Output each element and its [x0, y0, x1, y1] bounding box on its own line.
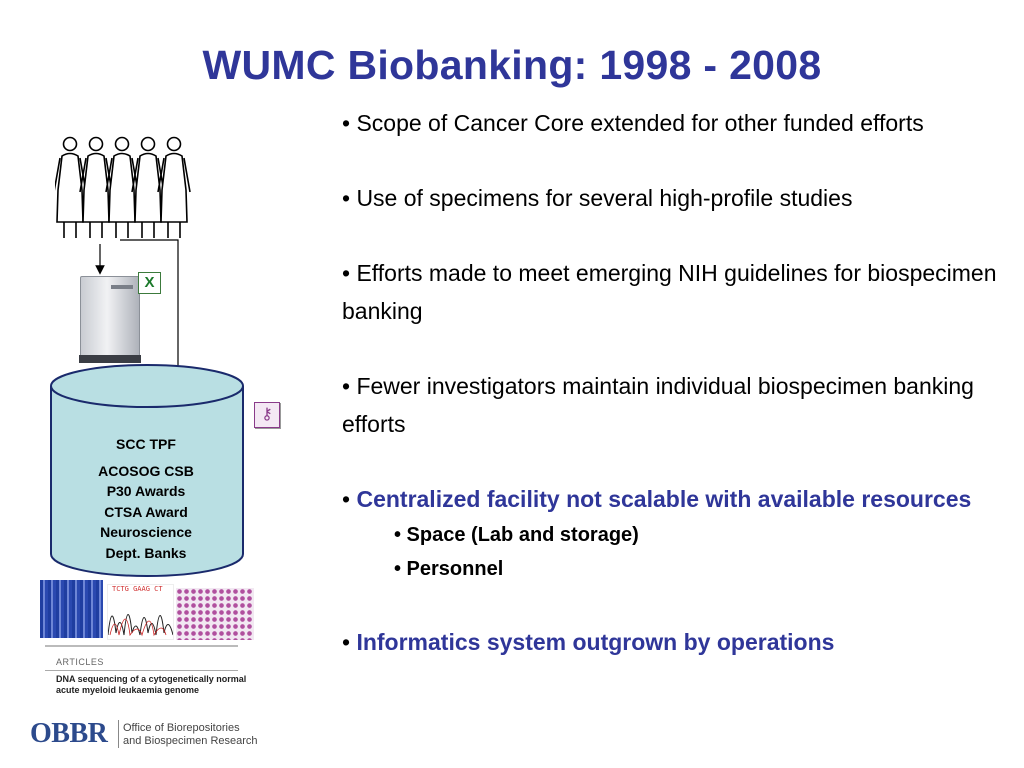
bullet-informatics-text: Informatics system outgrown by operations	[356, 629, 835, 655]
bullet-investigators: • Fewer investigators maintain individual biospecimen banking efforts	[342, 373, 974, 437]
db-line-acosog: ACOSOG CSB	[98, 462, 194, 479]
db-line-scc: SCC TPF	[116, 436, 176, 452]
article-section-label: ARTICLES	[56, 657, 104, 667]
bullet-specimens: • Use of specimens for several high-profile studies	[342, 185, 853, 211]
bullet-informatics-marker: •	[342, 629, 357, 655]
sub-bullet-personnel: • Personnel	[394, 558, 504, 580]
article-rule	[45, 670, 238, 671]
article-header-rule	[45, 645, 238, 657]
sequence-text: TCTG GAAG CT	[112, 585, 163, 593]
gel-image	[40, 580, 103, 638]
freezer-image	[80, 276, 140, 358]
excel-icon: X	[138, 272, 161, 294]
freezer-panel	[111, 285, 133, 289]
db-line-dept: Dept. Banks	[105, 544, 187, 561]
database-label	[50, 434, 242, 563]
bullet-centralized-text: Centralized facility not scalable with available resources	[356, 486, 972, 512]
flow-arrows	[0, 0, 300, 400]
freezer-base	[79, 355, 141, 363]
db-line-ctsa: CTSA Award	[104, 503, 188, 520]
logo-line1: Office of Biorepositories	[123, 722, 240, 734]
microarray-image	[176, 588, 254, 640]
access-key-icon: ⚷	[254, 402, 280, 428]
bullet-centralized	[342, 480, 1012, 518]
chromatogram-trace	[108, 593, 173, 637]
article-title: DNA sequencing of a cytogenetically normal acute myeloid leukaemia genome	[56, 674, 247, 695]
db-line-p30: P30 Awards	[106, 483, 186, 499]
logo-subtitle	[123, 722, 258, 748]
bullet-informatics	[342, 623, 1012, 661]
db-line-neuro: Neuroscience	[100, 524, 192, 540]
slide-title: WUMC Biobanking: 1998 - 2008	[202, 42, 822, 88]
sub-bullet-list	[342, 518, 1012, 586]
obbr-logo: OBBR	[30, 718, 108, 749]
bullet-scope: • Scope of Cancer Core extended for other funded efforts	[342, 110, 924, 136]
sequence-chromatogram-image	[107, 584, 174, 640]
logo-line2: and Biospecimen Research	[123, 735, 258, 747]
logo-separator	[118, 720, 119, 748]
bullet-centralized-marker: •	[342, 486, 357, 512]
bullet-list	[342, 104, 1012, 661]
bullet-nih: • Efforts made to meet emerging NIH guidelines for biospecimen banking	[342, 260, 997, 324]
sub-bullet-space: • Space (Lab and storage)	[394, 524, 639, 546]
